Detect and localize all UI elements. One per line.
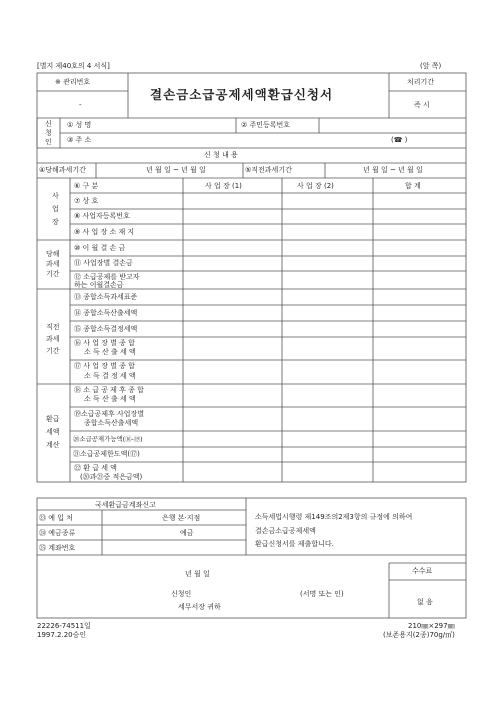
tax-office-addressee: 세무서장 귀하: [178, 603, 221, 611]
row-registration-number: ⑧ 사업자등록번호: [74, 212, 130, 220]
row-carry-request-2: 하는 이월결손금: [74, 281, 124, 289]
footer-paper: (보존용지(2종)70g/㎡): [383, 631, 455, 639]
row-business-calc-1: ⑯ 사 업 장 별 종 합: [74, 339, 135, 347]
group-prev-2: 과세: [46, 335, 60, 343]
footer-size: 210㎜×297㎜: [408, 622, 455, 630]
account-type-label: ㉔ 예금종류: [39, 529, 76, 537]
account-number-field[interactable]: [105, 543, 240, 553]
row-refund-amount-2: (⑳과㉑중 적은금액): [80, 473, 143, 481]
address-field[interactable]: [130, 135, 380, 146]
row-deductible-amount: ⑳소급공제가능액(⑯-⑲): [73, 435, 143, 443]
group-prev-3: 기간: [46, 347, 60, 355]
applicant-side-3: 인: [45, 138, 52, 146]
content-header: 신 청 내 용: [204, 151, 238, 159]
fee-label: 수수료: [412, 567, 433, 575]
group-business-1: 사: [52, 192, 59, 200]
row-loss-by-business: ⑪ 사업장별 결손금: [74, 259, 133, 267]
group-refund-1: 환급: [46, 415, 60, 423]
applicant-side-2: 청: [45, 129, 52, 137]
row-business-fixed-1: ⑰ 사 업 장 별 종 합: [74, 362, 135, 370]
management-number-label: ※ 관리번호: [55, 78, 91, 86]
group-business-2: 업: [52, 205, 59, 213]
col-total: 합 계: [405, 182, 421, 190]
row-carry-request-1: ⑫ 소급공제를 받고자: [74, 273, 140, 281]
row-business-fixed-2: 소 득 결 정 세 액: [84, 372, 136, 380]
management-number-dash: -: [79, 101, 82, 109]
address-label: ③ 주 소: [67, 136, 92, 144]
group-current-3: 기간: [46, 270, 60, 278]
name-label: ① 성 명: [67, 121, 92, 129]
applicant-side-1: 신: [45, 120, 52, 128]
statement-line-1: 소득세법시행령 제149조의2제3항의 규정에 의하여: [255, 513, 413, 521]
bank-name-field[interactable]: [105, 513, 155, 523]
prev-year-value: 년 월 일 ~ 년 월 일: [363, 166, 423, 174]
row-determined-tax: ⑮ 종합소득결정세액: [74, 325, 138, 333]
resident-id-field[interactable]: [323, 120, 461, 131]
processing-period-value: 즉 시: [414, 101, 430, 109]
group-prev-1: 직전: [46, 323, 60, 331]
row-calculated-tax: ⑭ 종합소득산출세액: [74, 309, 138, 317]
bank-name-label: ㉓ 예 입 처: [39, 514, 73, 522]
row-trade-name: ⑦ 상 호: [74, 197, 99, 205]
row-business-calc-2: 소 득 산 출 세 액: [84, 348, 136, 356]
name-field[interactable]: [130, 120, 230, 131]
row-carryover-loss: ⑩ 이 월 결 손 금: [74, 244, 126, 252]
applicant-label: 신청인: [171, 590, 192, 598]
account-type-value: 예금: [180, 529, 194, 537]
statement-line-3: 환급신청서를 제출합니다.: [255, 540, 334, 548]
footer-code: 22226-74511일: [37, 622, 91, 630]
prev-year-label: ⑤직전과세기간: [245, 166, 292, 174]
group-business-3: 장: [52, 218, 59, 226]
col-business-2: 사 업 장 (2): [297, 182, 334, 190]
group-refund-2: 세액: [46, 428, 60, 436]
row-deduction-limit: ㉑소급공제한도액(⑰): [73, 450, 140, 458]
col-business-1: 사 업 장 (1): [205, 182, 242, 190]
statement-line-2: 결손금소급공제세액: [255, 527, 316, 535]
form-title: 결손금소급공제세액환급신청서: [150, 87, 334, 102]
row-refund-amount-1: ㉒ 환 급 세 액: [74, 464, 117, 472]
account-number-label: ㉕ 계좌번호: [39, 544, 76, 552]
row-business-location: ⑨ 사 업 장 소 재 지: [74, 228, 135, 236]
page-side: (앞 쪽): [420, 62, 442, 70]
group-current-2: 과세: [46, 260, 60, 268]
submission-date: 년 월 일: [185, 570, 210, 578]
fee-value: 없 음: [417, 598, 433, 606]
bank-header: 국세환급금계좌신고: [95, 501, 156, 509]
resident-id-label: ② 주민등록번호: [241, 121, 291, 129]
processing-period-label: 처리기간: [407, 78, 435, 86]
row-after-business-2: 종합소득산출세액: [84, 419, 139, 427]
group-current-1: 당해: [46, 250, 60, 258]
col-division: ⑥ 구 분: [74, 182, 99, 190]
footer-date: 1997.2.20승인: [37, 631, 87, 639]
form-number: [별지 제40호의 4 서식]: [37, 62, 110, 70]
phone-label: (☎ ): [391, 136, 408, 144]
group-refund-3: 계산: [46, 441, 60, 449]
bank-branch-label: 은행 본·지점: [162, 514, 201, 522]
row-after-business-1: ⑲소급공제후 사업장별: [74, 410, 145, 418]
row-tax-base: ⑬ 종합소득과세표준: [74, 293, 138, 301]
row-after-deduction-2: 소 득 산 출 세 액: [84, 395, 136, 403]
tax-year-value: 년 월 일 ~ 년 월 일: [146, 166, 206, 174]
row-after-deduction-1: ⑱ 소 급 공 제 후 종 합: [74, 386, 144, 394]
tax-year-label: ④당해과세기간: [39, 166, 86, 174]
signature-label: (서명 또는 인): [300, 590, 344, 598]
